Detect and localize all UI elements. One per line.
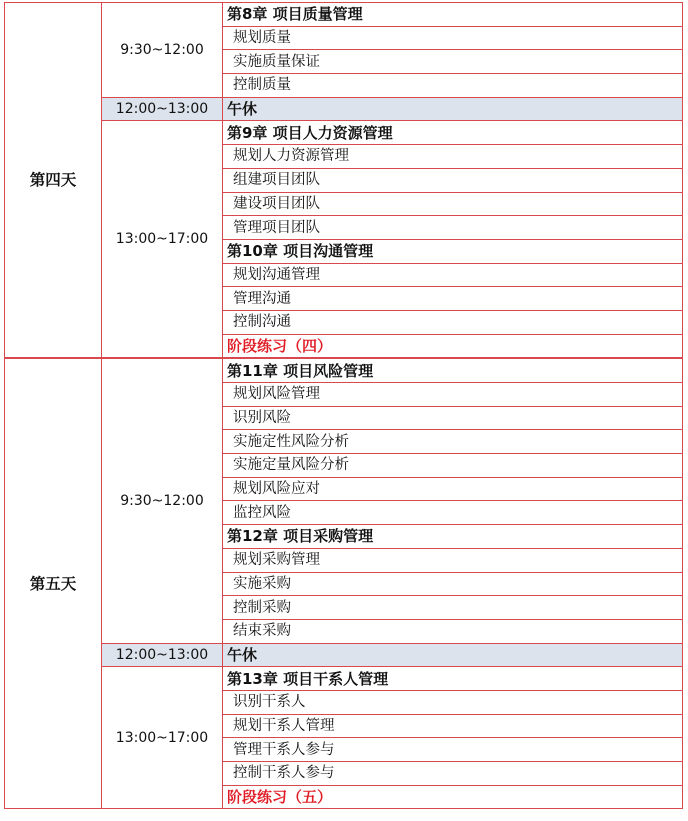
topic-item: 实施质量保证 (223, 50, 683, 74)
schedule-table (4, 2, 683, 809)
schedule-row (5, 3, 683, 27)
topic-item: 结束采购 (223, 619, 683, 643)
topic-item: 管理项目团队 (223, 216, 683, 240)
topic-item: 规划风险管理 (223, 383, 683, 407)
day-label: 第四天 (5, 3, 102, 359)
topic-item: 实施定性风险分析 (223, 430, 683, 454)
schedule-row (5, 667, 683, 691)
time-slot-cell: 9:30~12:00 (102, 358, 223, 643)
lunch-time-cell: 12:00~13:00 (102, 97, 223, 121)
topic-item: 规划沟通管理 (223, 263, 683, 287)
day-label: 第五天 (5, 358, 102, 809)
topic-item: 管理干系人参与 (223, 738, 683, 762)
chapter-heading: 第12章 项目采购管理 (223, 525, 683, 549)
chapter-heading: 第9章 项目人力资源管理 (223, 121, 683, 145)
time-slot-cell: 13:00~17:00 (102, 667, 223, 809)
topic-item: 规划风险应对 (223, 477, 683, 501)
schedule-row (5, 121, 683, 145)
topic-item: 控制采购 (223, 596, 683, 620)
chapter-heading: 第10章 项目沟通管理 (223, 239, 683, 263)
topic-item: 识别风险 (223, 406, 683, 430)
topic-item: 实施定量风险分析 (223, 454, 683, 478)
topic-item: 规划干系人管理 (223, 714, 683, 738)
practice-heading: 阶段练习（五） (223, 785, 683, 809)
topic-item: 建设项目团队 (223, 192, 683, 216)
time-slot-cell: 9:30~12:00 (102, 3, 223, 98)
lunch-break: 午休 (223, 643, 683, 667)
practice-heading: 阶段练习（四） (223, 334, 683, 358)
schedule-row (5, 358, 683, 382)
schedule-body (5, 3, 683, 809)
topic-item: 监控风险 (223, 501, 683, 525)
topic-item: 控制干系人参与 (223, 762, 683, 786)
topic-item: 管理沟通 (223, 287, 683, 311)
time-slot-cell: 13:00~17:00 (102, 121, 223, 358)
chapter-heading: 第11章 项目风险管理 (223, 358, 683, 382)
chapter-heading: 第13章 项目干系人管理 (223, 667, 683, 691)
topic-item: 规划采购管理 (223, 548, 683, 572)
lunch-break: 午休 (223, 97, 683, 121)
topic-item: 实施采购 (223, 572, 683, 596)
topic-item: 识别干系人 (223, 690, 683, 714)
topic-item: 控制沟通 (223, 310, 683, 334)
schedule-row (5, 643, 683, 667)
topic-item: 控制质量 (223, 74, 683, 98)
chapter-heading: 第8章 项目质量管理 (223, 3, 683, 27)
topic-item: 规划质量 (223, 26, 683, 50)
schedule-container (4, 2, 683, 809)
lunch-time-cell: 12:00~13:00 (102, 643, 223, 667)
topic-item: 规划人力资源管理 (223, 145, 683, 169)
topic-item: 组建项目团队 (223, 168, 683, 192)
schedule-row (5, 97, 683, 121)
